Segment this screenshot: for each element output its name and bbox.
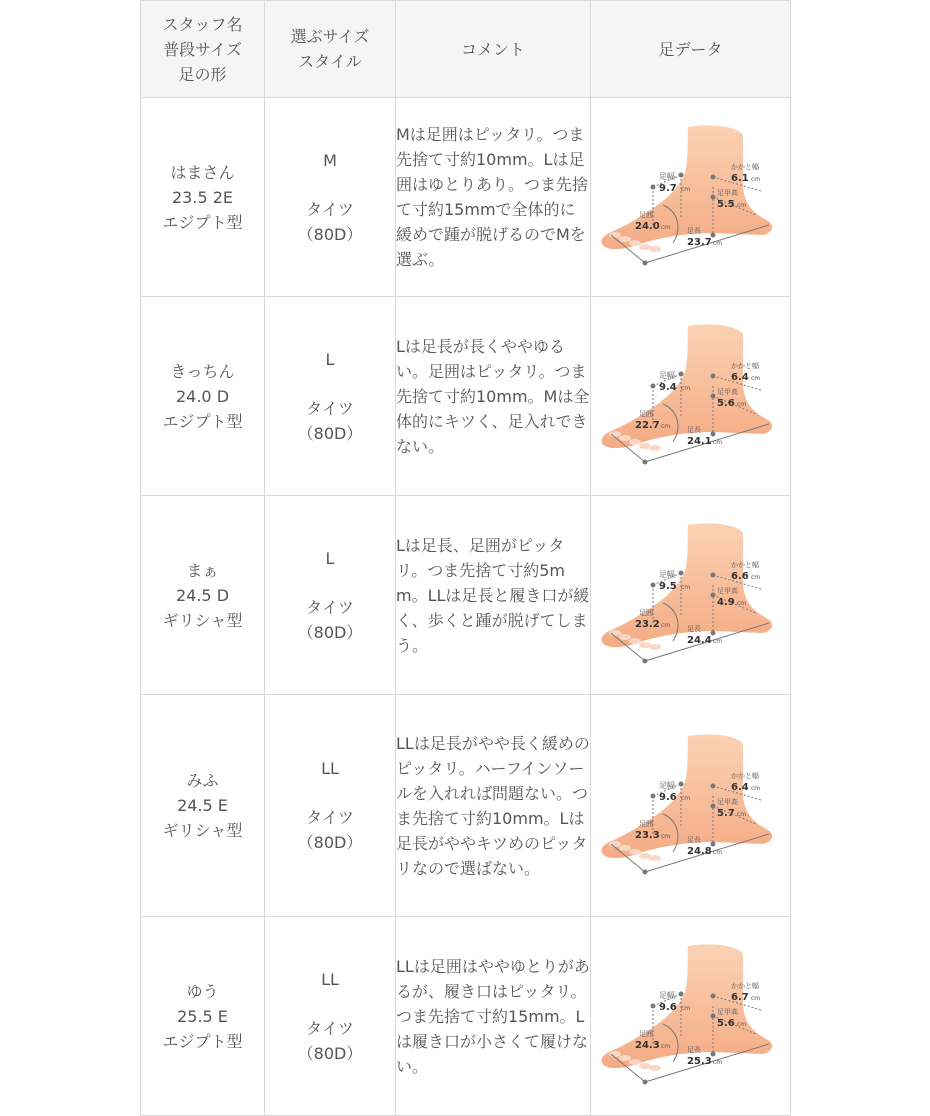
girth-unit: cm [660,224,670,231]
girth-unit: cm [660,423,670,430]
chosen-size-cell [265,496,396,695]
foot-data-cell [591,496,791,695]
length-value: 24.1 [686,436,712,447]
staff-cell [141,917,265,1116]
foot-width-value: 9.4 [658,382,677,393]
header-chosen-size-line2: スタイル [298,52,362,71]
style-detail: （80D） [297,423,363,443]
style-detail: （80D） [297,1043,363,1063]
staff-cell [141,98,265,297]
staff-cell [141,695,265,917]
heel-width-label: かかと幅 [730,362,759,370]
chosen-size: L [325,548,335,568]
foot-width-value: 9.6 [658,791,677,803]
girth-value: 22.7 [634,420,660,431]
style-name: タイツ [306,199,354,219]
heel-width-value: 6.4 [730,372,749,383]
usual-size: 24.5 D [175,585,230,605]
heel-width-unit: cm [750,574,760,581]
foot-data-cell [591,297,791,496]
heel-width-value: 6.6 [730,571,749,582]
style-detail: （80D） [297,833,363,852]
instep-unit: cm [736,810,746,818]
length-unit: cm [712,848,722,856]
foot-data-cell [591,917,791,1116]
table-row [141,297,791,496]
foot-diagram [601,515,781,675]
length-label: 足長 [686,1046,701,1054]
instep-value: 5.7 [716,807,735,819]
instep-value: 5.5 [716,199,735,210]
foot-width-value: 9.5 [658,581,677,592]
foot-width-label: 足幅 [658,991,675,1000]
foot-width-label: 足幅 [658,570,675,579]
foot-width-unit: cm [680,385,690,392]
comment-cell: Mは足囲はピッタリ。つま先捨て寸約10mm。Lは足囲はゆとりあり。つま先捨て寸約15mmで全体的に緩めで踵が脱げるのでMを選ぶ。 [396,98,591,297]
heel-width-unit: cm [750,375,760,382]
style-detail: （80D） [297,224,363,244]
header-comment: コメント [396,1,591,98]
foot-width-label: 足幅 [658,371,675,380]
length-label: 足長 [686,835,701,844]
heel-width-label: かかと幅 [730,982,759,990]
girth-value: 23.3 [634,829,660,841]
length-value: 24.4 [686,635,712,646]
header-usual-size: 普段サイズ [163,39,242,59]
instep-unit: cm [736,401,746,408]
foot-diagram [601,316,781,476]
instep-label: 足甲高 [716,1008,738,1016]
table-row [141,496,791,695]
table-row [141,917,791,1116]
heel-width-label: かかと幅 [730,771,759,780]
girth-unit: cm [660,1043,670,1050]
staff-name: きっちん [170,361,235,381]
chosen-size-cell [265,695,396,917]
heel-width-value: 6.1 [730,173,749,184]
header-foot-data: 足データ [591,1,791,98]
chosen-size-cell [265,297,396,496]
table-row [141,695,791,917]
staff-fitting-table [140,0,791,1116]
foot-width-value: 9.6 [658,1002,677,1013]
length-unit: cm [712,240,722,247]
foot-diagram [601,726,781,886]
comment-cell: Lは足長が長くややゆるい。足囲はピッタリ。つま先捨て寸約10mm。Mは全体的にキツく、足入れできない。 [396,297,591,496]
comment-cell: LLは足長がやや長く緩めのピッタリ。ハーフインソールを入れれば問題ない。つま先捨て寸約10mm。Lは足長がややキツめのピッタリなので選ばない。 [396,695,591,917]
heel-width-value: 6.7 [730,992,749,1003]
foot-width-unit: cm [680,1005,690,1012]
length-unit: cm [712,439,722,446]
header-staff-name: スタッフ名 [162,14,243,34]
foot-shape: ギリシャ型 [162,821,243,840]
chosen-size: M [323,150,337,170]
heel-width-unit: cm [750,176,760,183]
foot-width-label: 足幅 [658,780,675,790]
girth-value: 24.3 [634,1040,660,1051]
girth-label: 足囲 [638,211,653,219]
length-value: 24.8 [686,845,712,857]
style-name: タイツ [306,808,354,827]
instep-value: 5.6 [716,398,735,409]
girth-label: 足囲 [638,1030,653,1038]
foot-width-label: 足幅 [658,172,675,181]
chosen-size-cell [265,98,396,297]
girth-value: 23.2 [634,619,660,630]
staff-cell [141,496,265,695]
length-unit: cm [712,638,722,645]
usual-size: 23.5 2E [172,187,233,207]
foot-data-cell [591,695,791,917]
instep-label: 足甲高 [716,587,738,595]
foot-data-cell [591,98,791,297]
foot-diagram [601,117,781,277]
staff-name: ゆう [186,981,219,1001]
style-name: タイツ [306,597,354,617]
table-header-row [141,1,791,98]
foot-width-value: 9.7 [658,183,677,194]
usual-size: 24.5 E [177,796,228,815]
length-unit: cm [712,1059,722,1066]
usual-size: 24.0 D [175,386,230,406]
header-staff [141,1,265,98]
comment-cell: LLは足囲はややゆとりがあるが、履き口はピッタリ。つま先捨て寸約15mm。Lは履き口が小さくて履けない。 [396,917,591,1116]
foot-width-unit: cm [680,794,690,802]
length-label: 足長 [686,426,701,434]
heel-width-label: かかと幅 [730,561,759,569]
instep-value: 4.9 [716,597,735,608]
instep-value: 5.6 [716,1018,735,1029]
heel-width-unit: cm [750,784,760,792]
length-value: 23.7 [686,237,712,248]
foot-shape: エジプト型 [162,212,243,232]
instep-unit: cm [736,202,746,209]
style-detail: （80D） [297,622,363,642]
instep-label: 足甲高 [716,189,738,197]
length-label: 足長 [686,625,701,633]
foot-diagram [601,936,781,1096]
girth-unit: cm [660,622,670,629]
chosen-size: LL [321,969,339,989]
header-chosen-size [265,1,396,98]
length-label: 足長 [686,227,701,235]
staff-cell [141,297,265,496]
header-chosen-size-line1: 選ぶサイズ [290,27,370,46]
header-foot-shape: 足の形 [178,64,227,84]
staff-name: まぁ [186,560,219,580]
instep-unit: cm [736,1021,746,1028]
instep-unit: cm [736,600,746,607]
chosen-size: LL [321,759,339,778]
girth-label: 足囲 [638,609,653,617]
usual-size: 25.5 E [177,1006,228,1026]
girth-label: 足囲 [638,410,653,418]
chosen-size-cell [265,917,396,1116]
staff-name: みふ [186,771,219,790]
length-value: 25.3 [686,1056,712,1067]
comment-cell: Lは足長、足囲がピッタリ。つま先捨て寸約5mm。LLは足長と履き口が緩く、歩くと踵が脱げてしまう。 [396,496,591,695]
girth-label: 足囲 [638,819,653,828]
chosen-size: L [325,349,335,369]
foot-shape: エジプト型 [162,1031,243,1051]
instep-label: 足甲高 [716,797,738,806]
heel-width-value: 6.4 [730,781,749,793]
heel-width-unit: cm [750,995,760,1002]
instep-label: 足甲高 [716,388,738,396]
style-name: タイツ [306,398,354,418]
foot-shape: ギリシャ型 [162,610,243,630]
heel-width-label: かかと幅 [730,163,759,171]
girth-unit: cm [660,832,670,840]
staff-name: はまさん [170,162,235,182]
style-name: タイツ [306,1018,354,1038]
foot-width-unit: cm [680,186,690,193]
table-row [141,98,791,297]
foot-shape: エジプト型 [162,411,243,431]
foot-width-unit: cm [680,584,690,591]
girth-value: 24.0 [634,221,660,232]
